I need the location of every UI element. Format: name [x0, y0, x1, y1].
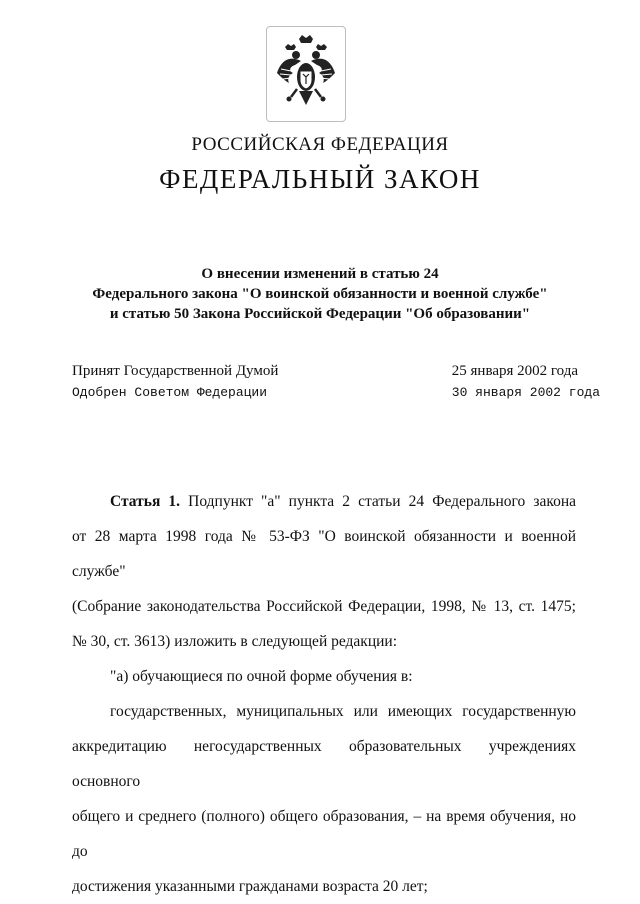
article-line: от 28 марта 1998 года № 53-ФЗ "О воинской обязанности и военной службе" [72, 528, 576, 580]
article-line: аккредитацию негосударственных образовательных учреждениях основного [72, 738, 576, 790]
law-title-line: О внесении изменений в статью 24 [201, 266, 439, 282]
article-heading: Статья 1. [110, 493, 181, 510]
law-title-line: Федерального закона "О воинской обязанности и военной службе" [92, 286, 548, 302]
article-body [72, 484, 576, 904]
quote-start: "а) обучающиеся по очной форме обучения в: [110, 668, 413, 685]
law-title-line: и статью 50 Закона Российской Федерации "Об образовании" [109, 306, 531, 322]
double-headed-eagle-emblem-icon [275, 33, 337, 115]
adoption-labels [72, 360, 278, 404]
article-paragraph: Статья 1. Подпункт "а" пункта 2 статьи 24 Федерального закона [110, 493, 576, 510]
duma-adoption-date: 25 января 2002 года [451, 363, 579, 379]
emblem-frame [266, 26, 346, 122]
country-name: РОССИЙСКАЯ ФЕДЕРАЦИЯ [191, 134, 449, 155]
duma-adoption-label: Принят Государственной Думой [72, 363, 279, 379]
article-line: государственных, муниципальных или имеющих государственную [110, 703, 576, 720]
law-title [40, 264, 600, 324]
article-line: общего и среднего (полного) общего образования, – на время обучения, но до [72, 808, 576, 860]
council-approval-label: Одобрен Советом Федерации [72, 385, 268, 400]
article-line: (Собрание законодательства Российской Федерации, 1998, № 13, ст. 1475; [72, 598, 576, 615]
document-type: ФЕДЕРАЛЬНЫЙ ЗАКОН [159, 164, 481, 194]
article-line: № 30, ст. 3613) изложить в следующей редакции: [72, 633, 398, 650]
council-approval-date: 30 января 2002 года [451, 385, 600, 400]
adoption-dates [452, 360, 600, 404]
article-line: достижения указанными гражданами возраста 20 лет; [72, 878, 428, 895]
